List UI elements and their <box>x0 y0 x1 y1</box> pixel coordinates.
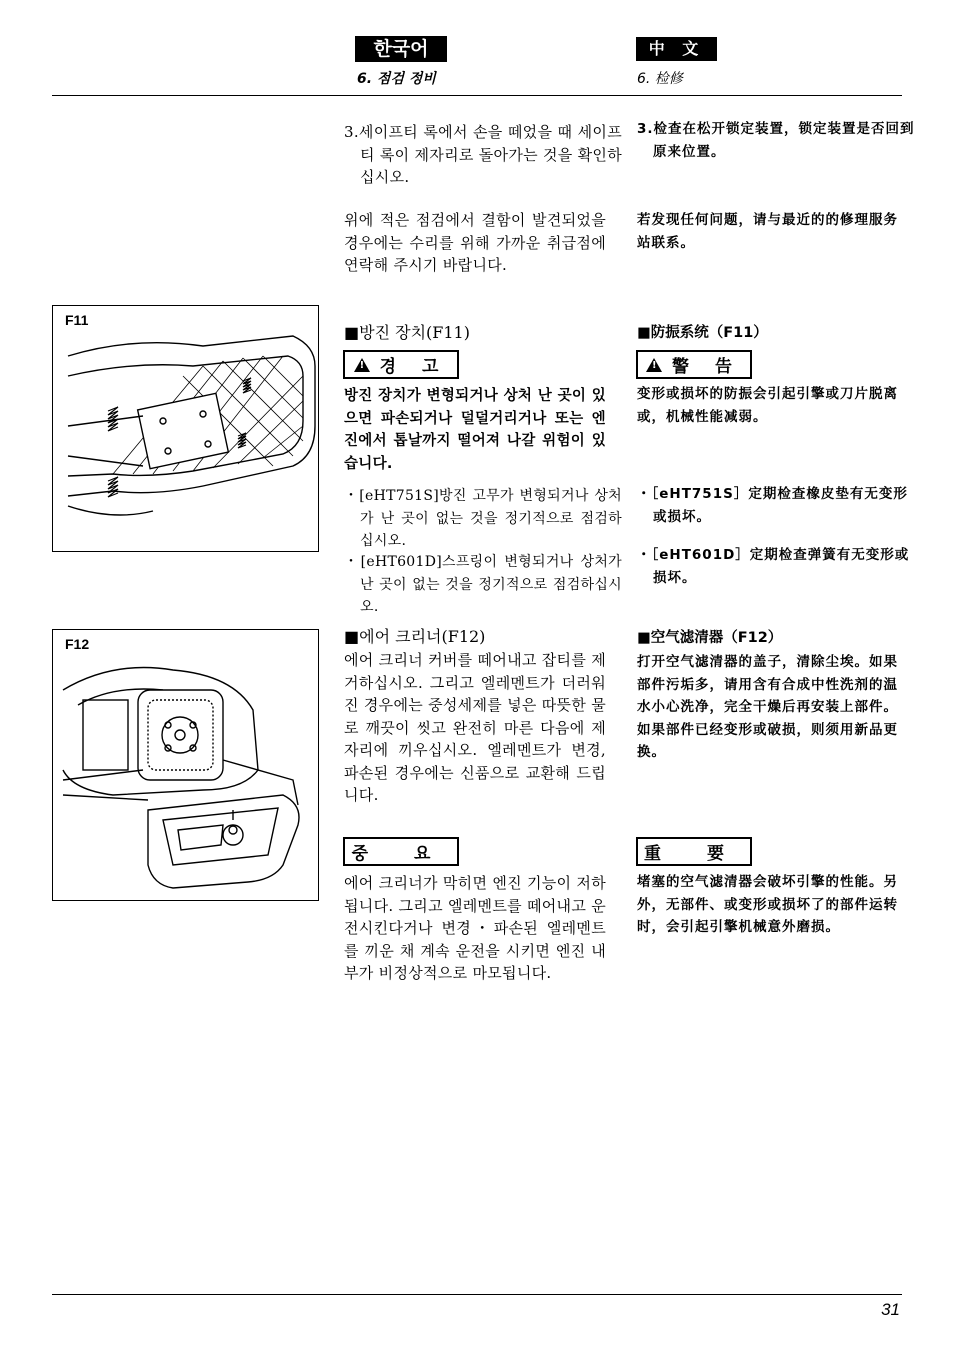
footer-rule <box>52 1294 902 1295</box>
figure-f12 <box>52 629 319 901</box>
ko-air-cleaner-text: 에어 크리너 커버를 떼어내고 잡티를 제거하십시오. 그리고 엘레멘트가 더러워진 경우에는 중성세제를 넣은 따뜻한 물로 깨끗이 씻고 완전히 마른 다음에 제자리에 끼우십시오. 엘레멘트가 변경, 파손된 경우에는 신품으로 교환해 드립니다. <box>344 651 606 804</box>
warning-triangle-icon <box>354 358 370 372</box>
zh-check-item-3: 3.检查在松开锁定装置，锁定装置是否回到原来位置。 <box>637 121 915 160</box>
chinese-language-badge: 中 文 <box>636 37 717 61</box>
ko-anti-vibration-heading: ■방진 장치(F11) <box>344 323 470 342</box>
korean-section-title: 6. 점검 정비 <box>357 71 436 87</box>
zh-anti-vibration-warning: 变形或损坏的防振会引起引擎或刀片脱离或，机械性能减弱。 <box>637 386 898 425</box>
ko-anti-vibration-bullet-2: ・[eHT601D]스프링이 변형되거나 상처가 난 곳이 없는 것을 정기적으로 점검하십시오. <box>344 554 622 615</box>
zh-warning-box <box>636 350 752 379</box>
figure-f12-label: F12 <box>65 636 90 652</box>
zh-important-label: 重 要 <box>644 844 744 864</box>
ko-important-text: 에어 크리너가 막히면 엔진 기능이 저하됩니다. 그리고 엘레멘트를 떼어내고 운전시킨다거나 변경・파손된 엘레멘트를 끼운 채 계속 운전을 시키면 엔진 내부가 비정상적으로 마모됩니다. <box>344 874 606 982</box>
air-cleaner-illustration <box>53 630 318 900</box>
zh-repair-note: 若发现任何问题，请与最近的的修理服务站联系。 <box>637 212 898 251</box>
zh-important-text: 堵塞的空气滤清器会破坏引擎的性能。另外，无部件、或变形或损坏了的部件运转时，会引起引擎机械意外磨损。 <box>637 874 898 935</box>
zh-anti-vibration-heading: ■防振系统（F11） <box>637 325 768 341</box>
ko-important-label: 중 요 <box>351 844 451 864</box>
ko-repair-note: 위에 적은 점검에서 결함이 발견되었을 경우에는 수리를 위해 가까운 취급점에 연락해 주시기 바랍니다. <box>344 211 606 274</box>
header-rule <box>52 95 902 96</box>
ko-anti-vibration-warning: 방진 장치가 변형되거나 상처 난 곳이 있으면 파손되거나 덜덜거리거나 또는 엔진에서 톱날까지 떨어져 나갈 위험이 있습니다. <box>344 388 606 472</box>
page-number: 31 <box>881 1300 900 1319</box>
zh-anti-vibration-bullet-2: ・［eHT601D］定期检查弹簧有无变形或损坏。 <box>637 547 910 586</box>
korean-language-badge: 한국어 <box>355 36 447 62</box>
ko-air-cleaner-heading: ■에어 크리너(F12) <box>344 627 486 646</box>
anti-vibration-illustration <box>53 306 318 551</box>
zh-air-cleaner-heading: ■空气滤清器（F12） <box>637 630 783 646</box>
ko-warning-box <box>343 350 459 379</box>
chinese-section-title: 6. 检修 <box>637 71 683 87</box>
zh-air-cleaner-text: 打开空气滤清器的盖子，清除尘埃。如果部件污垢多，请用含有合成中性洗剂的温水小心洗净，完全干燥后再安装上部件。如果部件已经变形或破损，则须用新品更换。 <box>637 654 898 760</box>
zh-important-box <box>636 837 752 866</box>
zh-warning-label: 警 告 <box>672 357 742 377</box>
figure-f11 <box>52 305 319 552</box>
ko-anti-vibration-bullet-1: ・[eHT751S]방진 고무가 변형되거나 상처가 난 곳이 없는 것을 정기적으로 점검하십시오. <box>344 488 622 549</box>
ko-important-box <box>343 837 459 866</box>
zh-anti-vibration-bullet-1: ・［eHT751S］定期检查橡皮垫有无变形或损坏。 <box>637 486 908 525</box>
ko-check-item-3: 3.세이프티 록에서 손을 떼었을 때 세이프티 록이 제자리로 돌아가는 것을 확인하십시오. <box>344 123 622 186</box>
warning-triangle-icon <box>646 358 662 372</box>
ko-warning-label: 경 고 <box>379 357 449 377</box>
figure-f11-label: F11 <box>65 312 89 328</box>
